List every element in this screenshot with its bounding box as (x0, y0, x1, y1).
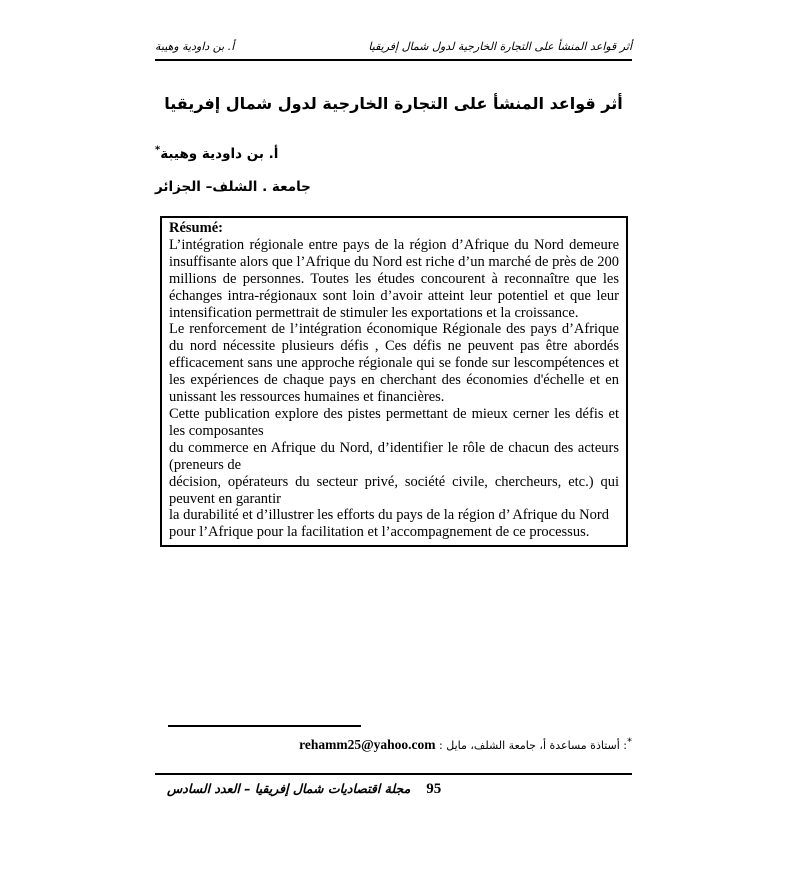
footer-separator (155, 773, 632, 775)
footnote (155, 737, 632, 753)
abstract-paragraph: Le renforcement de l’intégration économique Régionale des pays d’Afrique du nord nécessite plusieurs défis , Ces défis ne peuvent pas être abordés efficacement sans une approche régionale qui se fonde sur lescompétences et les expériences de chaque pays en cherchant des économies d'échelle et en unissant les ressources humaines et financières. (169, 321, 619, 406)
abstract-box (160, 216, 628, 547)
footnote-marker: * (627, 736, 632, 748)
abstract-paragraph: L’intégration régionale entre pays de la région d’Afrique du Nord demeure insuffisante alors que l’Afrique du Nord est riche d’un marché de près de 200 millions de personnes. Toutes les études concourent à reconnaître que les échanges intra-régionaux sont loin d’avoir atteint leur potentiel et que leur intensification permettrait de stimuler les exportations et la croissance. (169, 236, 619, 321)
journal-title: مجلة اقتصاديات شمال إفريقيا – العدد السادس (167, 781, 411, 796)
abstract-paragraph: pour l’Afrique pour la facilitation et l’accompagnement de ce processus. (169, 524, 590, 541)
author-footnote-marker: * (155, 144, 161, 156)
page-number: 95 (426, 781, 442, 797)
abstract-paragraph: Cette publication explore des pistes permettant de mieux cerner les défis et les composantes (169, 405, 619, 439)
footnote-separator (168, 725, 361, 727)
abstract-paragraph: du commerce en Afrique du Nord, d’identifier le rôle de chacun des acteurs (preneurs de (169, 439, 619, 473)
footnote-email: rehamm25@yahoo.com (299, 737, 436, 752)
author-name-text: أ. بن داودية وهيبة (160, 146, 279, 162)
running-header (155, 40, 632, 61)
abstract-paragraph: la durabilité et d’illustrer les efforts du pays de la région d’ Afrique du Nord (169, 507, 609, 524)
abstract-paragraph: décision, opérateurs du secteur privé, société civile, chercheurs, etc.) qui peuvent en garantir (169, 473, 619, 507)
article-title: أثر قواعد المنشأ على التجارة الخارجية لدول شمال إفريقيا (164, 94, 623, 113)
author-name (155, 146, 278, 162)
running-header-author: أ. بن داودية وهيبة (155, 40, 235, 53)
author-affiliation: جامعة . الشلف– الجزائر (155, 179, 311, 195)
footnote-text: : أستاذة مساعدة أ، جامعة الشلف، مايل : (439, 739, 627, 752)
page-footer (167, 781, 441, 798)
abstract-heading: Résumé: (169, 220, 223, 236)
running-header-title: أثر قواعد المنشأ على التجارة الخارجية لدول شمال إفريقيا (368, 40, 632, 53)
